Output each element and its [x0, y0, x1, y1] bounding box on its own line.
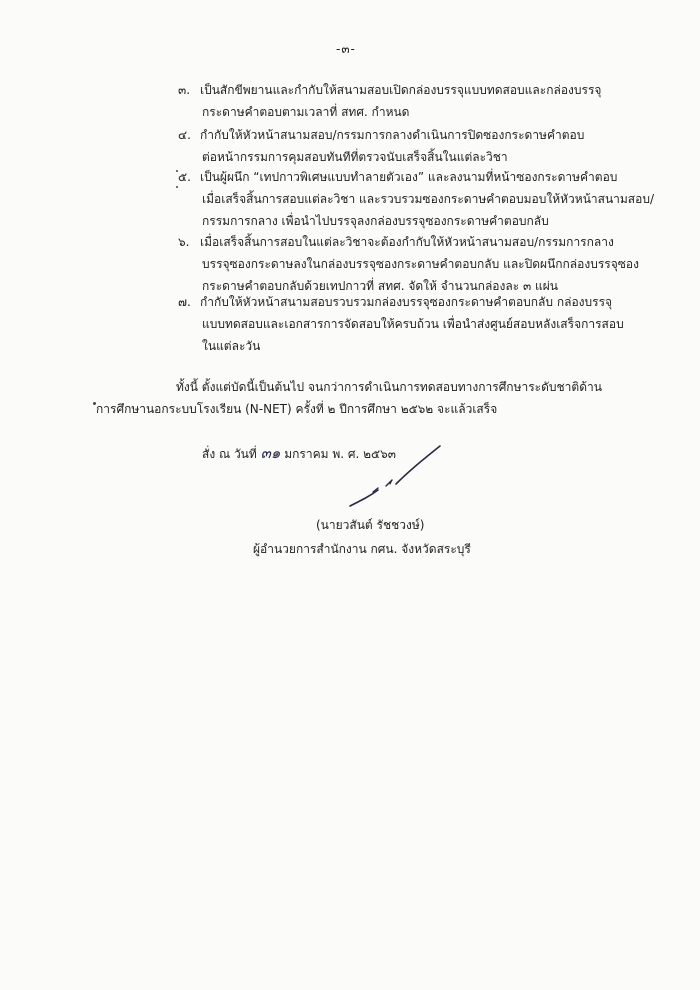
item-number: ๕. — [178, 170, 191, 184]
signer-name: (นายวสันต์ รัชชวงษ์) — [316, 518, 425, 532]
closing-line: การศึกษานอกระบบโรงเรียน (N-NET) ครั้งที่ ๒ ปีการศึกษา ๒๕๖๒ จะแล้วเสร็จ — [96, 402, 498, 416]
item-line: กรรมการกลาง เพื่อนำไปบรรจุลงกล่องบรรจุซองกระดาษคำตอบกลับ — [202, 214, 549, 228]
item-number: ๔. — [178, 128, 191, 142]
item-number: ๗. — [178, 295, 191, 309]
item-line: เป็นผู้ผนึก “เทปกาวพิเศษแบบทำลายตัวเอง” และลงนามที่หน้าซองกระดาษคำตอบ — [200, 170, 618, 184]
list-item — [178, 124, 648, 168]
item-line: ในแต่ละวัน — [202, 339, 261, 353]
item-line: กำกับให้หัวหน้าสนามสอบ/กรรมการกลางดำเนินการปิดซองกระดาษคำตอบ — [200, 128, 585, 142]
order-suffix: มกราคม พ. ศ. ๒๕๖๓ — [284, 447, 396, 461]
item-line: กระดาษคำตอบกลับด้วยเทปกาวที่ สทศ. จัดให้ จำนวนกล่องละ ๓ แผ่น — [202, 279, 558, 293]
item-number: ๖. — [178, 235, 190, 249]
list-item — [178, 231, 648, 297]
list-item — [178, 79, 648, 123]
closing-line: ทั้งนี้ ตั้งแต่บัดนี้เป็นต้นไป จนกว่าการดำเนินการทดสอบทางการศึกษาระดับชาติด้าน — [176, 380, 602, 394]
handwritten-signature — [340, 440, 450, 520]
scan-speck — [176, 186, 178, 188]
scan-speck — [93, 402, 96, 405]
item-line: เป็นสักขีพยานและกำกับให้สนามสอบเปิดกล่องบรรจุแบบทดสอบและกล่องบรรจุ — [200, 83, 602, 97]
item-line: แบบทดสอบและเอกสารการจัดสอบให้ครบถ้วน เพื่อนำส่งศูนย์สอบหลังเสร็จการสอบ — [202, 317, 624, 331]
order-prefix: สั่ง ณ วันที่ — [202, 447, 257, 461]
item-line: เมื่อเสร็จสิ้นการสอบแต่ละวิชา และรวบรวมซองกระดาษคำตอบมอบให้หัวหน้าสนามสอบ/ — [202, 192, 654, 206]
item-line: เมื่อเสร็จสิ้นการสอบในแต่ละวิชาจะต้องกำกับให้หัวหน้าสนามสอบ/กรรมการกลาง — [200, 235, 614, 249]
handwritten-day: ๓๑ — [260, 444, 281, 462]
signer-title: ผู้อำนวยการสำนักงาน กศน. จังหวัดสระบุรี — [253, 542, 471, 556]
list-item — [178, 166, 654, 232]
closing-paragraph — [96, 376, 656, 420]
item-line: กระดาษคำตอบตามเวลาที่ สทศ. กำหนด — [202, 105, 410, 119]
item-line: กำกับให้หัวหน้าสนามสอบรวบรวมกล่องบรรจุซองกระดาษคำตอบกลับ กล่องบรรจุ — [200, 295, 613, 309]
item-number: ๓. — [178, 83, 191, 97]
page-number: -๓- — [336, 42, 356, 56]
list-item — [178, 291, 648, 357]
item-line: ต่อหน้ากรรมการคุมสอบทันทีที่ตรวจนับเสร็จสิ้นในแต่ละวิชา — [202, 150, 508, 164]
item-line: บรรจุซองกระดาษลงในกล่องบรรจุซองกระดาษคำตอบกลับ และปิดผนึกกล่องบรรจุซอง — [202, 257, 639, 271]
scan-speck — [176, 170, 178, 172]
